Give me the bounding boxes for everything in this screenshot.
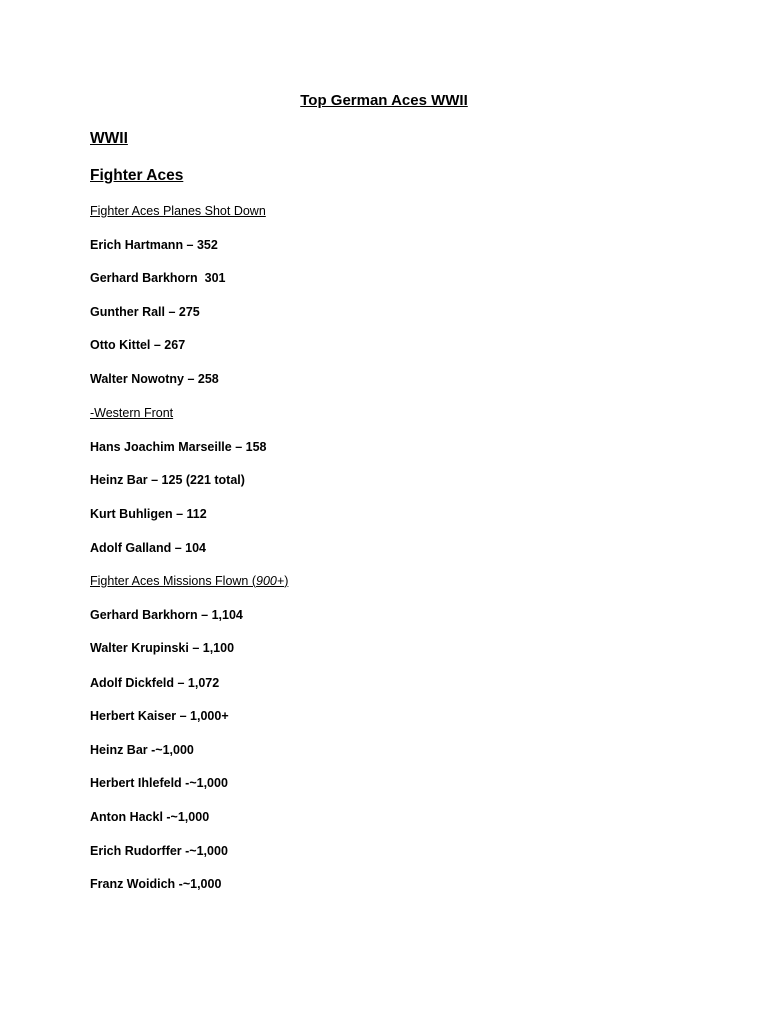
list-item: Heinz Bar -~1,000: [90, 743, 194, 757]
list-item: Adolf Dickfeld – 1,072: [90, 676, 220, 690]
list-item: Heinz Bar – 125 (221 total): [90, 473, 245, 487]
subheading-planes-shot-down: Fighter Aces Planes Shot Down: [90, 204, 266, 218]
list-item: Hans Joachim Marseille – 158: [90, 440, 267, 454]
list-item: Adolf Galland – 104: [90, 541, 207, 555]
subheading-missions-flown: [90, 573, 288, 589]
list-item: Erich Hartmann – 352: [90, 238, 218, 252]
list-item: Kurt Buhligen – 112: [90, 507, 207, 521]
list-item: Gunther Rall – 275: [90, 305, 200, 319]
subheading-missions-threshold: 900+: [256, 574, 285, 588]
list-item: Walter Krupinski – 1,100: [90, 641, 235, 655]
list-item: Gerhard Barkhorn 301: [90, 271, 226, 285]
list-item: Otto Kittel – 267: [90, 338, 186, 352]
subheading-missions-suffix: ): [284, 574, 289, 588]
list-item: Franz Woidich -~1,000: [90, 877, 222, 891]
document-title: Top German Aces WWII: [300, 92, 468, 109]
subheading-missions-prefix: Fighter Aces Missions Flown (: [90, 574, 257, 588]
heading-war: WWII: [90, 130, 128, 147]
subheading-western-front: -Western Front: [90, 406, 174, 420]
heading-fighter-aces: Fighter Aces: [90, 167, 184, 184]
list-item: Walter Nowotny – 258: [90, 372, 219, 386]
list-item: Herbert Ihlefeld -~1,000: [90, 776, 228, 790]
list-item: Erich Rudorffer -~1,000: [90, 844, 228, 858]
list-item: Herbert Kaiser – 1,000+: [90, 709, 229, 723]
list-item: Gerhard Barkhorn – 1,104: [90, 608, 243, 622]
list-item: Anton Hackl -~1,000: [90, 810, 210, 824]
